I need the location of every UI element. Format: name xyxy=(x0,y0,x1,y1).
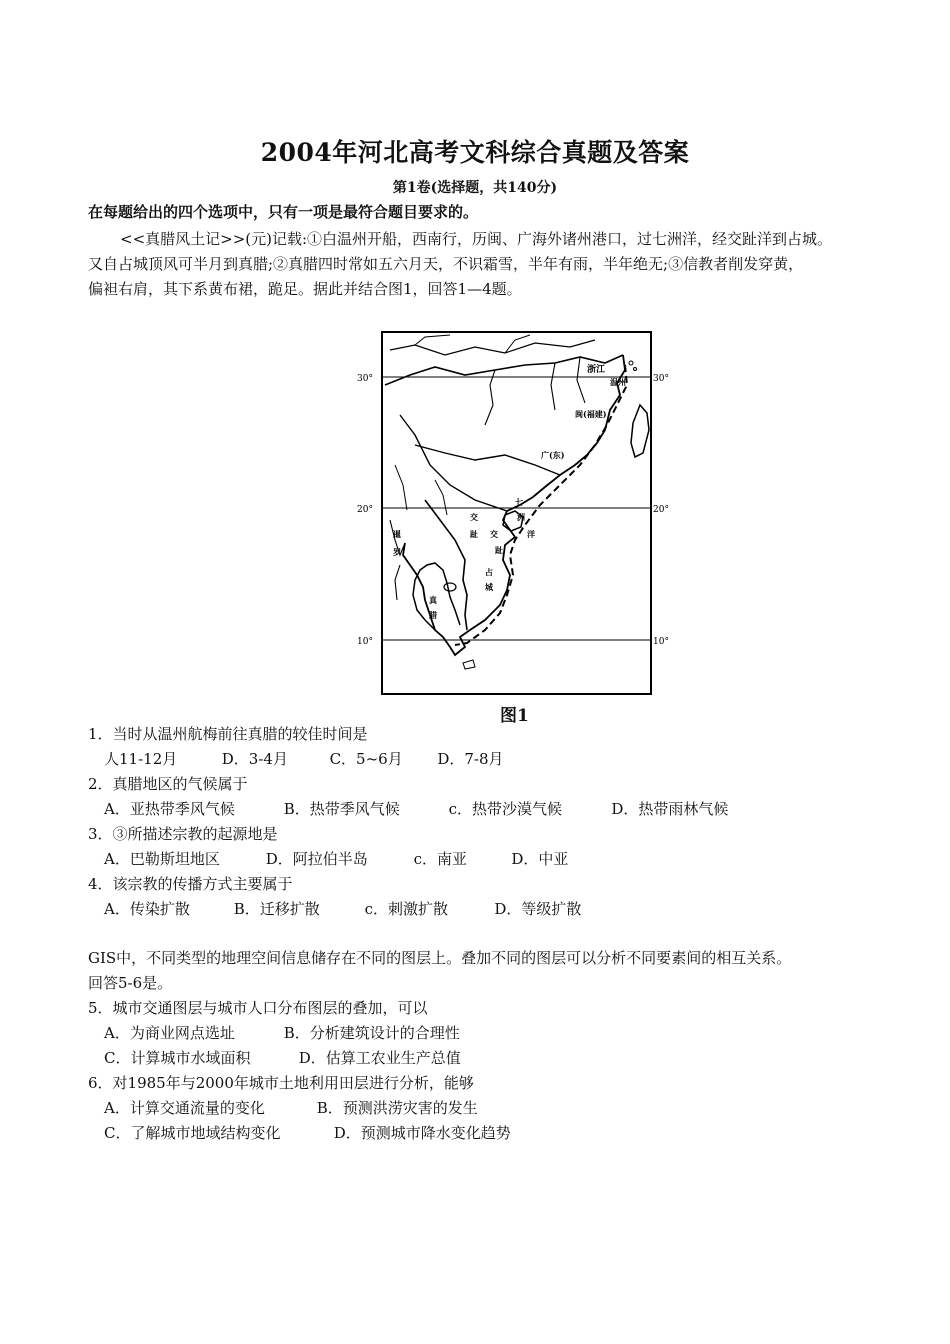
q3-option-d: D．中亚 xyxy=(511,850,569,868)
gis-intro-line-2: 回答5-6是。 xyxy=(88,974,173,992)
q2-option-d: D．热带雨林气候 xyxy=(611,800,729,818)
question-6-options-row-1 xyxy=(104,1098,478,1118)
question-2-options xyxy=(104,799,728,819)
passage-line-2: 又自占城顶风可半月到真腊;②真腊四时常如五六月天，不识霜雪，半年有雨，半年绝无;③信教者削发穿黄， xyxy=(88,255,804,273)
label-zhenla-2: 腊 xyxy=(429,610,437,620)
instruction-text: 在每题给出的四个选项中，只有一项是最符合题目要求的。 xyxy=(88,203,479,221)
q5-option-b: B．分析建筑设计的合理性 xyxy=(283,1024,460,1042)
question-4-stem: 4．该宗教的传播方式主要属于 xyxy=(88,875,293,893)
q3-option-b: D．阿拉伯半岛 xyxy=(265,850,368,868)
q4-option-c: c．刺激扩散 xyxy=(364,900,448,918)
label-wenzhou: 温州 xyxy=(610,377,626,387)
pearl-river xyxy=(415,445,560,475)
q3-option-a: A．巴勒斯坦地区 xyxy=(104,850,220,868)
label-xianluo-1: 暹 xyxy=(393,529,401,539)
label-jiaozhi-1: 交 xyxy=(470,512,478,522)
q1-option-d: D．7-8月 xyxy=(437,750,504,768)
gis-intro-line-1: GIS中，不同类型的地理空间信息储存在不同的图层上。叠加不同的图层可以分析不同要素间的相互关系。 xyxy=(88,949,792,967)
question-3-stem: 3．③所描述宗教的起源地是 xyxy=(88,825,278,843)
label-qizhou-2: 洲 xyxy=(517,512,525,522)
question-3-options xyxy=(104,849,568,869)
figure-caption: 图1 xyxy=(500,706,529,726)
label-min: 闽(福建) xyxy=(575,409,607,419)
q4-option-b: B．迁移扩散 xyxy=(233,900,320,918)
question-5-stem: 5．城市交通图层与城市人口分布图层的叠加，可以 xyxy=(88,999,428,1017)
q2-option-b: B．热带季风气候 xyxy=(283,800,400,818)
q5-option-d: D．估算工农业生产总值 xyxy=(298,1049,461,1067)
label-zhenla-1: 真 xyxy=(429,595,437,605)
label-zhejiang: 浙江 xyxy=(587,365,606,375)
lat-20-right: 20° xyxy=(653,505,669,515)
label-zhancheng-1: 占 xyxy=(485,567,493,577)
question-4-options xyxy=(104,899,581,919)
passage-line-3: 偏袒右肩，其下系黄布裙，跪足。据此并结合图1，回答1—4题。 xyxy=(88,280,522,298)
question-6-options-row-2 xyxy=(104,1123,511,1143)
label-guang: 广(东) xyxy=(541,450,565,460)
q5-option-c: C．计算城市水域面积 xyxy=(104,1049,251,1067)
lat-20-left: 20° xyxy=(357,505,373,515)
label-jiaozhi-yang-1: 交 xyxy=(490,529,498,539)
red-river xyxy=(400,415,507,511)
lat-10-right: 10° xyxy=(653,637,669,647)
label-qizhou-3: 洋 xyxy=(527,529,535,539)
label-xianluo-2: 罗 xyxy=(393,547,401,557)
question-6-stem: 6．对1985年与2000年城市土地利用田层进行分析，能够 xyxy=(88,1074,474,1092)
passage-line-1: <<真腊风土记>>(元)记载:①白温州开船，西南行，历闽、广海外诸州港口，过七洲洋，经交趾洋到占城。 xyxy=(120,230,833,248)
label-jiaozhi-yang-2: 趾 xyxy=(495,545,503,555)
q2-option-c: c．热带沙漠气候 xyxy=(448,800,562,818)
q3-option-c: c．南亚 xyxy=(413,850,467,868)
map-figure xyxy=(355,325,675,725)
question-2-stem: 2．真腊地区的气候属于 xyxy=(88,775,248,793)
section-subtitle: 第1卷(选择题，共140分) xyxy=(392,180,558,196)
lat-30-right: 30° xyxy=(653,374,669,384)
q5-option-a: A．为商业网点选址 xyxy=(104,1024,235,1042)
taiwan-island xyxy=(631,405,649,457)
q4-option-d: D．等级扩散 xyxy=(494,900,582,918)
voyage-route xyxy=(455,365,627,645)
page-title: 2004年河北高考文科综合真题及答案 xyxy=(260,138,690,167)
question-1-stem: 1．当时从温州航梅前往真腊的较佳时间是 xyxy=(88,725,368,743)
question-5-options-row-2 xyxy=(104,1048,461,1068)
label-jiaozhi-2: 趾 xyxy=(470,529,478,539)
lat-10-left: 10° xyxy=(357,637,373,647)
question-5-options-row-1 xyxy=(104,1023,460,1043)
q6-option-b: B．预测洪涝灾害的发生 xyxy=(316,1099,478,1117)
q6-option-c: C．了解城市地域结构变化 xyxy=(104,1124,281,1142)
q1-option-b: D．3-4月 xyxy=(221,750,288,768)
label-qizhou-1: 七 xyxy=(515,497,523,507)
q2-option-a: A．亚热带季风气候 xyxy=(104,800,235,818)
q1-option-c: C．5~6月 xyxy=(329,750,403,768)
q1-option-a: 人11-12月 xyxy=(104,750,178,768)
q6-option-d: D．预测城市降水变化趋势 xyxy=(333,1124,511,1142)
q6-option-a: A．计算交通流量的变化 xyxy=(104,1099,265,1117)
label-zhancheng-2: 城 xyxy=(485,582,493,592)
q4-option-a: A．传染扩散 xyxy=(104,900,190,918)
question-1-options xyxy=(104,749,504,769)
lat-30-left: 30° xyxy=(357,374,373,384)
